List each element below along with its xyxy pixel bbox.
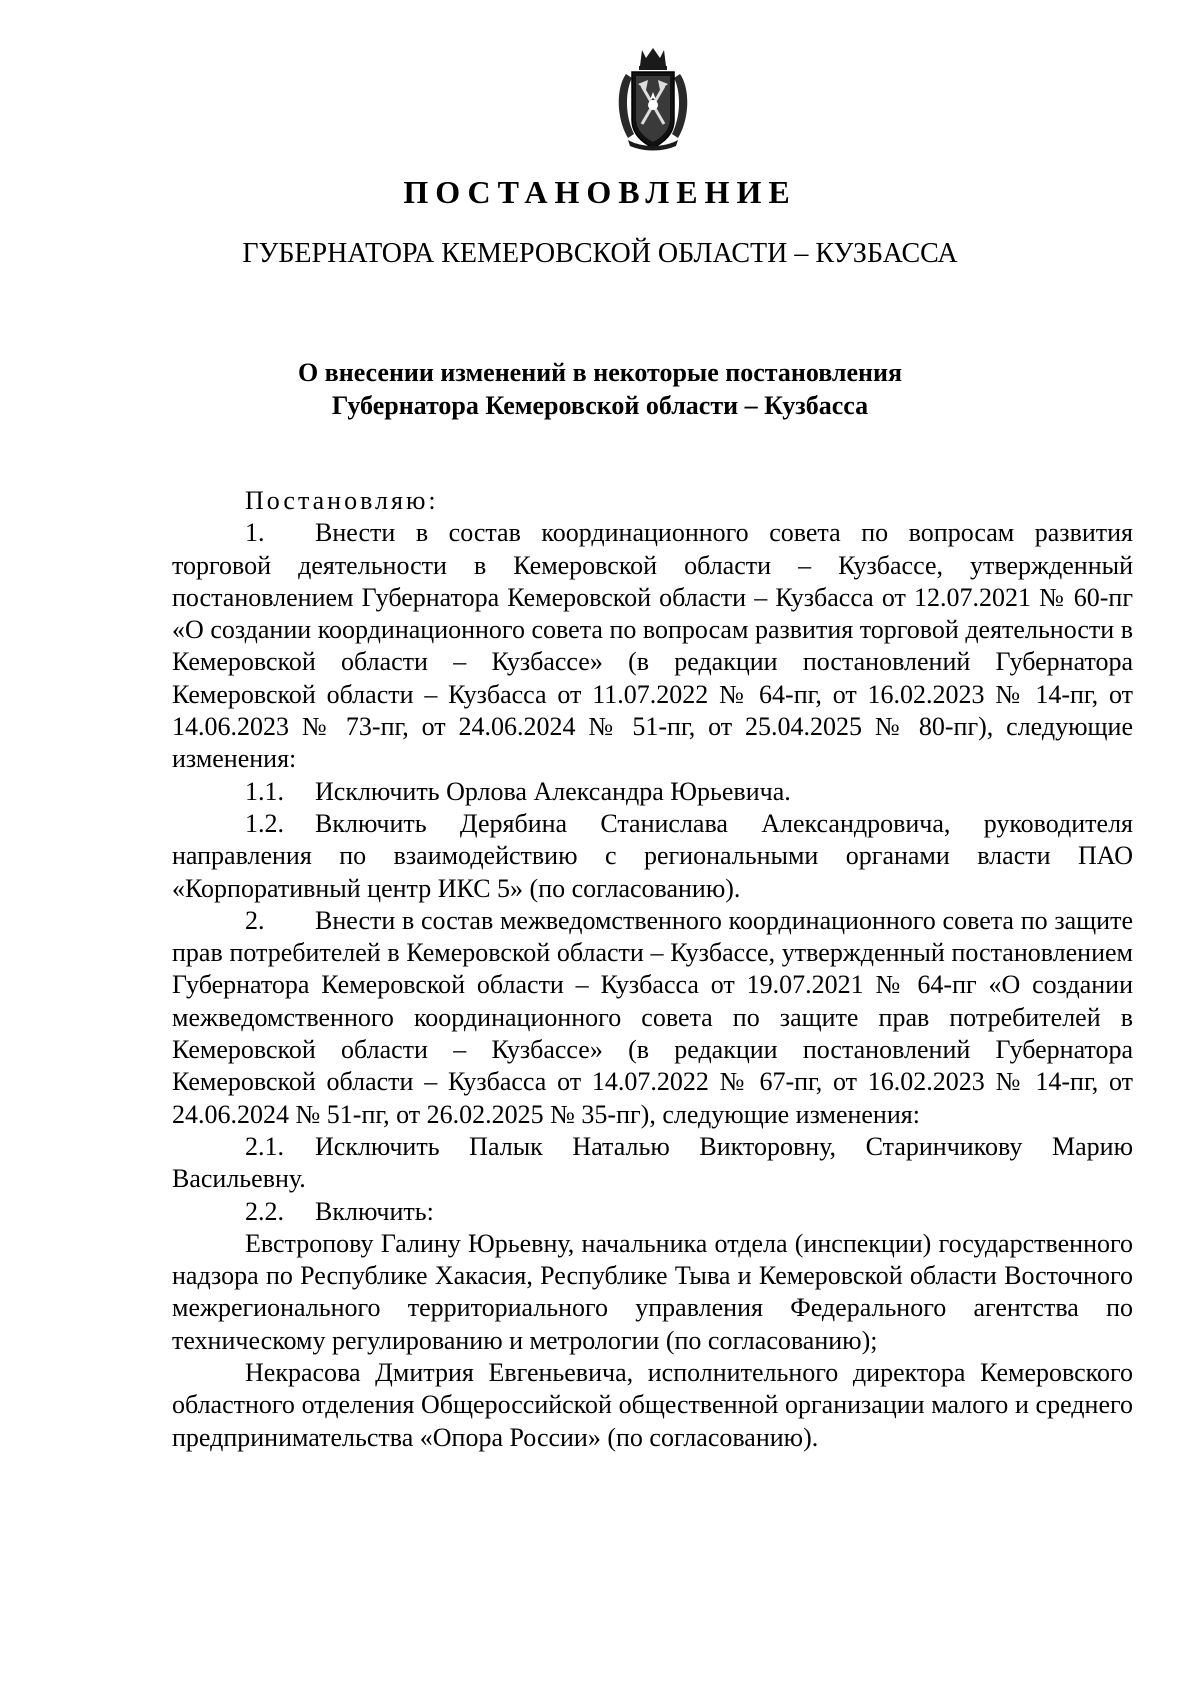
document-title-line: О внесении изменений в некоторые постановления (297, 358, 903, 387)
clause-text: Исключить Орлова Александра Юрьевича. (315, 776, 791, 806)
document-body (172, 485, 1133, 1454)
document-title (0, 356, 1200, 422)
clause-text: Включить: (315, 1196, 434, 1226)
clause-number: 2.1. (245, 1131, 284, 1161)
clause-2-2 (172, 1196, 1133, 1228)
document-issuer: ГУБЕРНАТОРА КЕМЕРОВСКОЙ ОБЛАСТИ – КУЗБАССА (242, 238, 958, 269)
coat-of-arms-icon (612, 48, 694, 152)
document-kind-heading: ПОСТАНОВЛЕНИЕ (403, 174, 797, 210)
clause-2-1 (172, 1131, 1133, 1196)
clause-text: Включить Дерябина Станислава Александровича, руководителя направления по взаимодействию с региональными органами власти ПАО «Корпоративный центр ИКС 5» (по согласованию). (172, 808, 1133, 903)
resolution-intro: Постановляю: (245, 486, 439, 515)
clause-1-2 (172, 808, 1133, 905)
clause-2 (172, 905, 1133, 1131)
clause-1-1 (172, 776, 1133, 808)
clause-text: Внести в состав координационного совета по вопросам развития торговой деятельности в Кемеровской области – Кузбассе, утвержденный постановлением Губернатора Кемеровской области – Кузбасса от 12.07.2021 № 60-пг «О создании координационного совета по вопросам развития торговой деятельности в Кемеровской области – Кузбассе» (в редакции постановлений Губернатора Кемеровской области – Кузбасса от 11.07.2022 № 64-пг, от 16.02.2023 № 14-пг, от 14.06.2023 № 73-пг, от 24.06.2024 № 51-пг, от 25.04.2025 № 80-пг), следующие изменения: (172, 518, 1133, 774)
clause-number: 2.2. (245, 1196, 284, 1226)
inclusion-paragraph: Некрасова Дмитрия Евгеньевича, исполнительного директора Кемеровского областного отделения Общероссийской общественной организации малого и среднего предпринимательства «Опора России» (по согласованию). (172, 1358, 1133, 1452)
inclusion-paragraph: Евстропову Галину Юрьевну, начальника отдела (инспекции) государственного надзора по Республике Хакасия, Республике Тыва и Кемеровской области Восточного межрегионального территориального управления Федерального агентства по техническому регулированию и метрологии (по согласованию); (172, 1228, 1133, 1355)
clause-number: 1.1. (245, 776, 284, 806)
clause-number: 1.2. (245, 808, 284, 838)
clause-number: 2. (245, 905, 265, 935)
clause-1 (172, 517, 1133, 775)
clause-text: Внести в состав межведомственного координационного совета по защите прав потребителей в Кемеровской области – Кузбассе, утвержденный постановлением Губернатора Кемеровской области – Кузбасса от 19.07.2021 № 64-пг «О создании межведомственного координационного совета по защите прав потребителей в Кемеровской области – Кузбассе» (в редакции постановлений Губернатора Кемеровской области – Кузбасса от 14.07.2022 № 67-пг, от 16.02.2023 № 14-пг, от 24.06.2024 № 51-пг, от 26.02.2025 № 35-пг), следующие изменения: (172, 905, 1133, 1129)
document-title-line: Губернатора Кемеровской области – Кузбасса (331, 391, 869, 420)
clause-text: Исключить Палык Наталью Викторовну, Старинчикову Марию Васильевну. (172, 1131, 1133, 1194)
clause-number: 1. (245, 518, 265, 548)
